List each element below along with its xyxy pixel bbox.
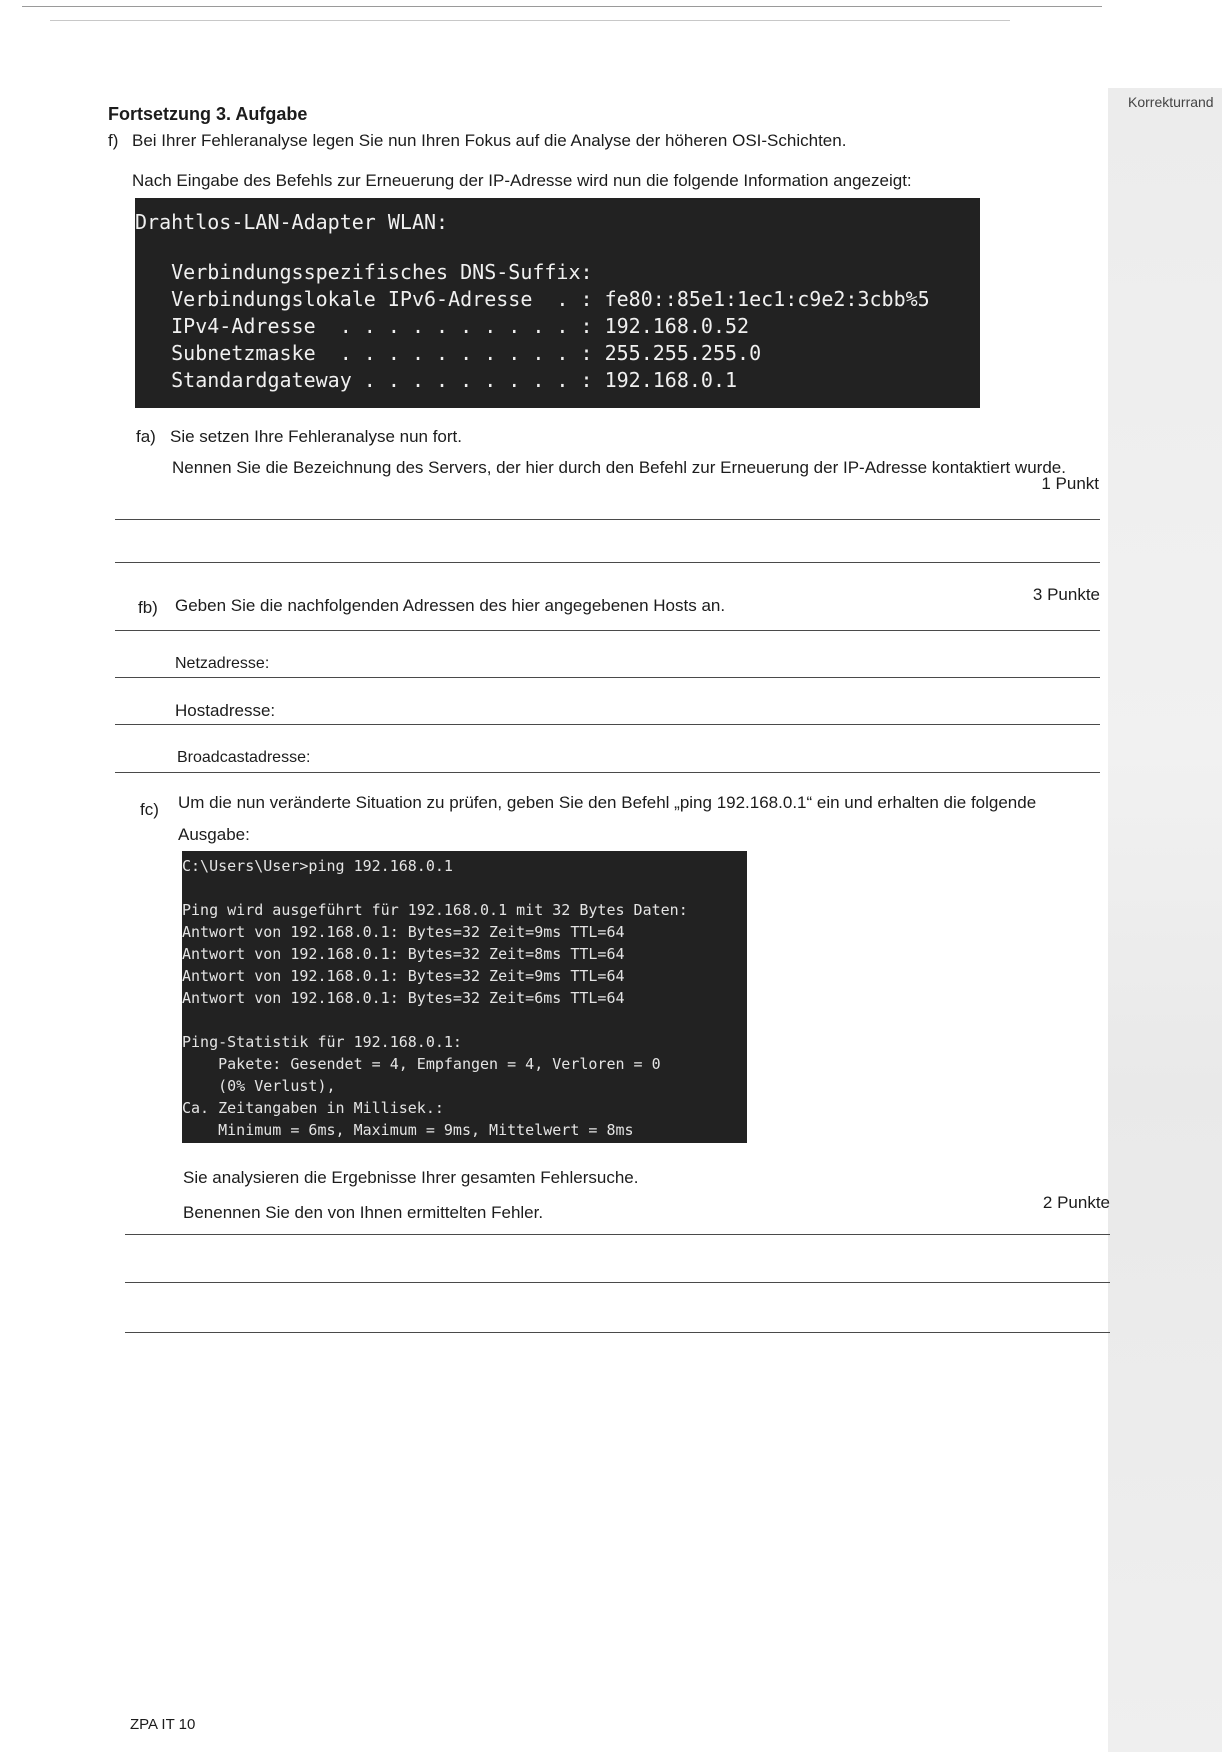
console-line: Subnetzmaske . . . . . . . . . . : 255.255.255.0 xyxy=(135,341,762,365)
task-fb-points: 3 Punkte xyxy=(1032,585,1100,604)
broadcast-address-label: Broadcastadresse: xyxy=(177,749,311,766)
console-line: Antwort von 192.168.0.1: Bytes=32 Zeit=6ms TTL=64 xyxy=(182,989,625,1007)
console-line: IPv4-Adresse . . . . . . . . . . : 192.168.0.52 xyxy=(135,314,750,338)
top-rule-secondary xyxy=(50,20,1010,21)
task-fc-line1: Um die nun veränderte Situation zu prüfen, geben Sie den Befehl „ping 192.168.0.1“ ein und erhalten die folgende xyxy=(178,793,1037,812)
console-line: Drahtlos-LAN-Adapter WLAN: xyxy=(135,210,449,234)
answer-line xyxy=(125,1282,1110,1283)
console-line: Antwort von 192.168.0.1: Bytes=32 Zeit=9ms TTL=64 xyxy=(182,967,625,985)
answer-line xyxy=(115,630,1100,631)
task-f-text: Bei Ihrer Fehleranalyse legen Sie nun Ihren Fokus auf die Analyse der höheren OSI-Schichten. xyxy=(132,131,847,150)
console-line: Verbindungsspezifisches DNS-Suffix: xyxy=(135,260,593,284)
task-fb-text: Geben Sie die nachfolgenden Adressen des hier angegebenen Hosts an. xyxy=(175,596,726,615)
task-fc-line2: Ausgabe: xyxy=(178,825,250,844)
console-line: Verbindungslokale IPv6-Adresse . : fe80::85e1:1ec1:c9e2:3cbb%5 xyxy=(135,287,930,311)
task-fa-line1: Sie setzen Ihre Fehleranalyse nun fort. xyxy=(170,427,462,446)
section-heading: Fortsetzung 3. Aufgabe xyxy=(108,104,308,124)
console-line: Ca. Zeitangaben in Millisek.: xyxy=(182,1099,444,1117)
page-footer: ZPA IT 10 xyxy=(130,1716,196,1733)
console-line: Minimum = 6ms, Maximum = 9ms, Mittelwert = 8ms xyxy=(182,1121,634,1139)
task-fc-question: Benennen Sie den von Ihnen ermittelten Fehler. xyxy=(183,1203,544,1222)
task-fa-points: 1 Punkt xyxy=(1041,474,1099,493)
correction-margin xyxy=(1108,88,1222,1752)
host-address-label: Hostadresse: xyxy=(175,701,276,720)
top-rule xyxy=(22,6,1102,7)
network-address-line xyxy=(115,677,1100,678)
network-address-label: Netzadresse: xyxy=(175,655,270,672)
task-f-intro: Nach Eingabe des Befehls zur Erneuerung der IP-Adresse wird nun die folgende Information angezeigt: xyxy=(132,171,912,190)
console-line: Ping-Statistik für 192.168.0.1: xyxy=(182,1033,462,1051)
host-address-line xyxy=(115,724,1100,725)
task-fb-letter: fb) xyxy=(138,598,158,617)
ipconfig-console xyxy=(135,198,980,408)
task-fc-points: 2 Punkte xyxy=(1042,1193,1110,1212)
ping-console xyxy=(182,851,747,1143)
task-f-letter: f) xyxy=(108,131,119,150)
answer-line xyxy=(125,1234,1110,1235)
console-line: Ping wird ausgeführt für 192.168.0.1 mit 32 Bytes Daten: xyxy=(182,901,688,919)
console-line: Antwort von 192.168.0.1: Bytes=32 Zeit=9ms TTL=64 xyxy=(182,923,625,941)
console-line: Pakete: Gesendet = 4, Empfangen = 4, Verloren = 0 xyxy=(182,1055,661,1073)
console-line: Antwort von 192.168.0.1: Bytes=32 Zeit=8ms TTL=64 xyxy=(182,945,625,963)
answer-line xyxy=(125,1332,1110,1333)
task-fa-letter: fa) xyxy=(136,427,156,446)
answer-line xyxy=(115,519,1100,520)
console-line: Standardgateway . . . . . . . . . : 192.168.0.1 xyxy=(135,368,738,392)
console-line: (0% Verlust), xyxy=(182,1077,336,1095)
answer-line xyxy=(115,562,1100,563)
task-fc-analysis: Sie analysieren die Ergebnisse Ihrer gesamten Fehlersuche. xyxy=(183,1168,639,1187)
console-line: C:\Users\User>ping 192.168.0.1 xyxy=(182,857,453,875)
task-fa-line2: Nennen Sie die Bezeichnung des Servers, der hier durch den Befehl zur Erneuerung der IP-Adresse kontaktiert wurde. xyxy=(172,458,1066,477)
broadcast-address-line xyxy=(115,772,1100,773)
task-fc-letter: fc) xyxy=(140,800,159,819)
correction-margin-label: Korrekturrand xyxy=(1128,94,1214,110)
